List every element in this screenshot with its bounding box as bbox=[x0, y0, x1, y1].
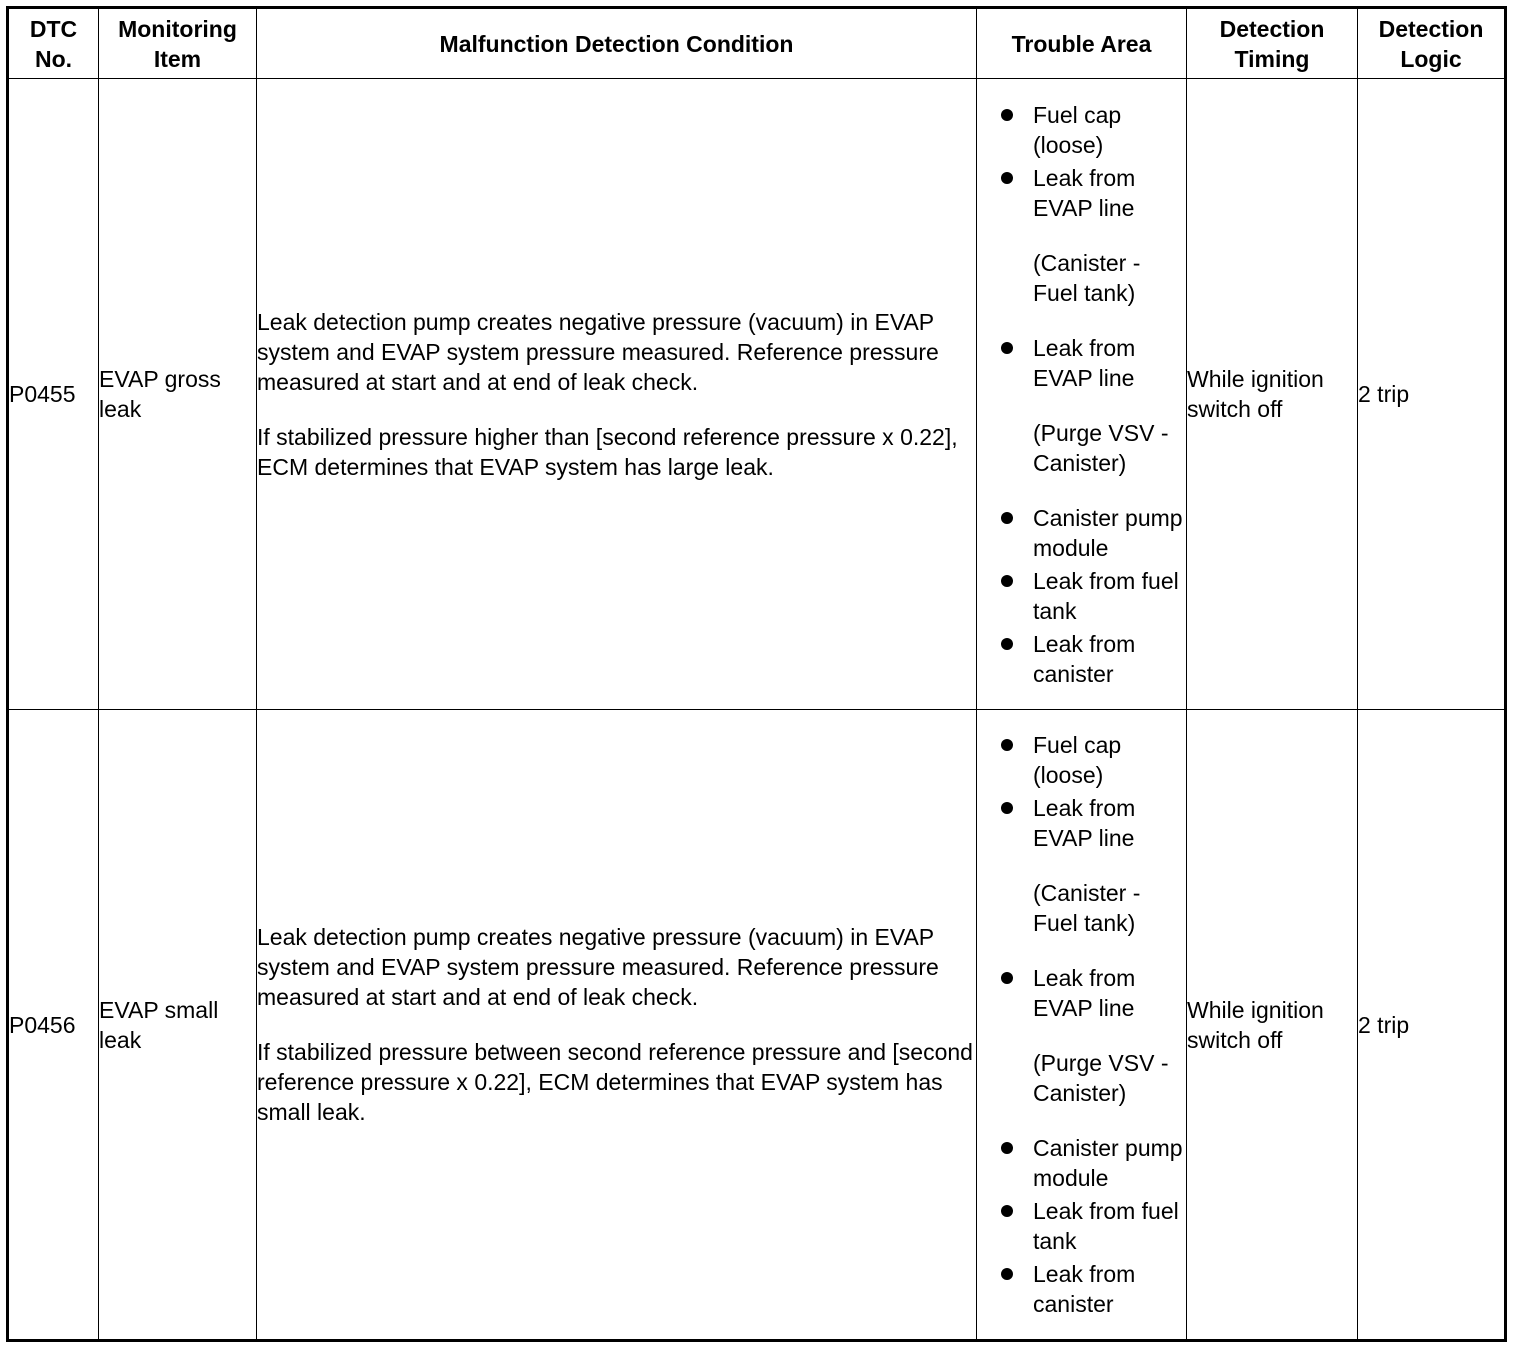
detection-timing: While ignition switch off bbox=[1187, 79, 1358, 710]
bullet-icon bbox=[1001, 172, 1013, 184]
area-text: Leak from EVAP line bbox=[1033, 334, 1136, 391]
detection-logic: 2 trip bbox=[1358, 710, 1506, 1341]
list-item bbox=[977, 100, 1186, 160]
condition-paragraph: Leak detection pump creates negative pressure (vacuum) in EVAP system and EVAP system pressure measured. Reference pressure measured at start and at end of leak check. bbox=[257, 924, 939, 1010]
list-item bbox=[977, 1196, 1186, 1256]
area-subtext: (Purge VSV - Canister) bbox=[1033, 1050, 1169, 1106]
list-item bbox=[977, 333, 1186, 478]
table-header bbox=[8, 8, 1506, 79]
table-row bbox=[8, 710, 1506, 1341]
list-item bbox=[977, 730, 1186, 790]
bullet-icon bbox=[1001, 342, 1013, 354]
table-row bbox=[8, 79, 1506, 710]
bullet-icon bbox=[1001, 1142, 1013, 1154]
area-text: Canister pump module bbox=[1033, 1135, 1183, 1191]
dtc-table bbox=[6, 6, 1507, 1342]
bullet-icon bbox=[1001, 739, 1013, 751]
trouble-area bbox=[977, 79, 1187, 710]
list-item bbox=[977, 963, 1186, 1108]
bullet-icon bbox=[1001, 972, 1013, 984]
trouble-area bbox=[977, 710, 1187, 1341]
area-text: Fuel cap (loose) bbox=[1033, 101, 1122, 158]
area-text: Leak from EVAP line bbox=[1033, 795, 1136, 851]
detection-condition bbox=[257, 710, 977, 1341]
bullet-icon bbox=[1001, 1205, 1013, 1217]
list-item bbox=[977, 1259, 1186, 1319]
trouble-area-list bbox=[977, 100, 1186, 689]
condition-paragraph: If stabilized pressure higher than [second reference pressure x 0.22], ECM determines that EVAP system has large leak. bbox=[257, 423, 958, 480]
condition-paragraph: If stabilized pressure between second reference pressure and [second reference pressure x 0.22], ECM determines that EVAP system has small leak. bbox=[257, 1039, 973, 1125]
detection-timing: While ignition switch off bbox=[1187, 710, 1358, 1341]
area-text: Leak from canister bbox=[1033, 1261, 1136, 1317]
header-dtc-no: DTC No. bbox=[8, 8, 99, 79]
header-detection-timing: Detection Timing bbox=[1187, 8, 1358, 79]
list-item bbox=[977, 793, 1186, 938]
bullet-icon bbox=[1001, 1268, 1013, 1280]
list-item bbox=[977, 629, 1186, 689]
header-monitoring-item: Monitoring Item bbox=[99, 8, 257, 79]
header-condition: Malfunction Detection Condition bbox=[257, 8, 977, 79]
area-text: Leak from fuel tank bbox=[1033, 1198, 1179, 1254]
header-row bbox=[8, 8, 1506, 79]
list-item bbox=[977, 566, 1186, 626]
header-detection-logic: Detection Logic bbox=[1358, 8, 1506, 79]
bullet-icon bbox=[1001, 512, 1013, 524]
condition-paragraph: Leak detection pump creates negative pressure (vacuum) in EVAP system and EVAP system pressure measured. Reference pressure measured at start and at end of leak check. bbox=[257, 308, 939, 395]
trouble-area-list bbox=[977, 730, 1186, 1319]
list-item bbox=[977, 163, 1186, 308]
bullet-icon bbox=[1001, 575, 1013, 587]
table-body bbox=[8, 79, 1506, 1341]
area-text: Leak from fuel tank bbox=[1033, 567, 1179, 624]
area-subtext: (Canister - Fuel tank) bbox=[1033, 880, 1141, 936]
area-subtext: (Purge VSV - Canister) bbox=[1033, 419, 1169, 476]
dtc-code: P0456 bbox=[8, 710, 99, 1341]
area-text: Leak from EVAP line bbox=[1033, 965, 1136, 1021]
area-text: Canister pump module bbox=[1033, 504, 1183, 561]
bullet-icon bbox=[1001, 638, 1013, 650]
header-trouble-area: Trouble Area bbox=[977, 8, 1187, 79]
area-text: Leak from EVAP line bbox=[1033, 164, 1136, 221]
bullet-icon bbox=[1001, 109, 1013, 121]
list-item bbox=[977, 1133, 1186, 1193]
area-text: Fuel cap (loose) bbox=[1033, 732, 1122, 788]
dtc-code: P0455 bbox=[8, 79, 99, 710]
bullet-icon bbox=[1001, 802, 1013, 814]
list-item bbox=[977, 503, 1186, 563]
detection-condition bbox=[257, 79, 977, 710]
monitoring-item: EVAP gross leak bbox=[99, 79, 257, 710]
area-subtext: (Canister - Fuel tank) bbox=[1033, 249, 1141, 306]
detection-logic: 2 trip bbox=[1358, 79, 1506, 710]
monitoring-item: EVAP small leak bbox=[99, 710, 257, 1341]
area-text: Leak from canister bbox=[1033, 630, 1136, 687]
